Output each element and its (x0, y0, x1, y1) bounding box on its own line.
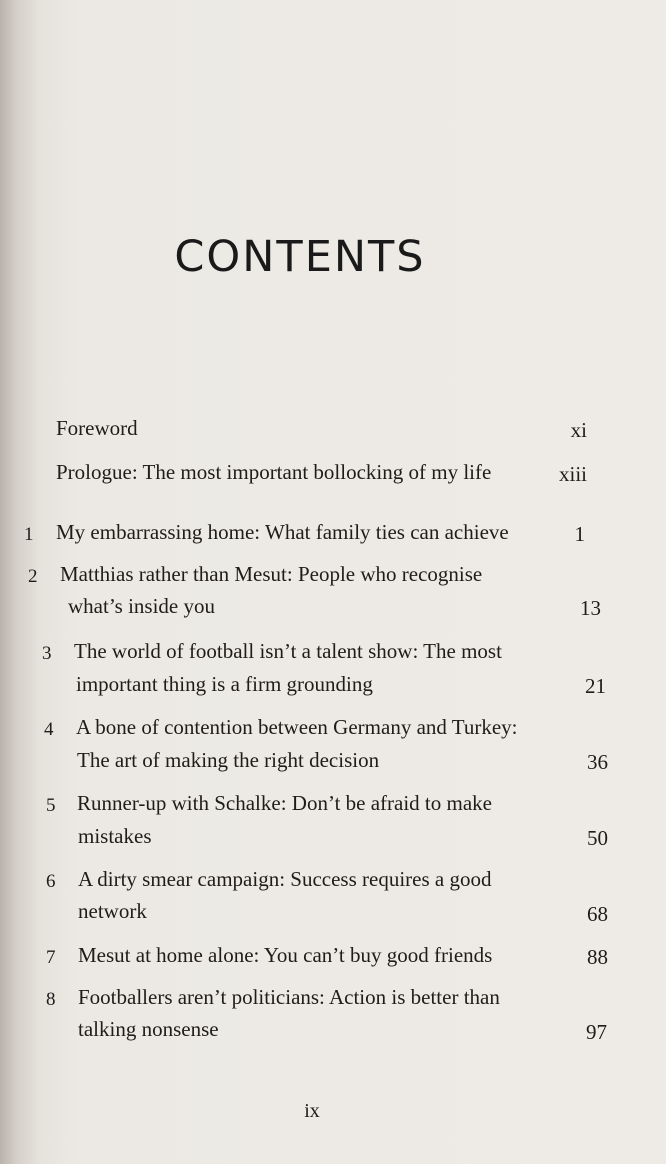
toc-chapter-2 (0, 558, 666, 624)
chapter-page: 36 (587, 750, 608, 774)
toc-entry-title: Foreword (56, 416, 138, 440)
chapter-title-line: The art of making the right decision (77, 748, 380, 772)
chapter-number: 6 (46, 871, 56, 892)
toc-chapter-3 (0, 635, 666, 701)
toc-chapter-8 (0, 981, 666, 1047)
chapter-title-line: A dirty smear campaign: Success requires a good (78, 867, 492, 891)
toc-chapter-1 (0, 516, 666, 549)
toc-chapter-5 (0, 787, 666, 853)
chapter-title-line: Footballers aren’t politicians: Action is better than (78, 985, 500, 1009)
chapter-title-line: mistakes (78, 824, 152, 848)
chapter-page: 13 (580, 596, 601, 620)
toc-entry-prologue (0, 456, 666, 489)
chapter-title-line: A bone of contention between Germany and Turkey: (76, 715, 518, 739)
chapter-title-line: My embarrassing home: What family ties can achieve (56, 520, 509, 544)
chapter-number: 3 (42, 643, 52, 664)
chapter-number: 8 (46, 989, 56, 1010)
page-folio: ix (304, 1100, 320, 1122)
chapter-page: 21 (585, 674, 606, 698)
chapter-page: 50 (587, 826, 608, 850)
chapter-page: 97 (586, 1020, 607, 1044)
contents-heading: CONTENTS (174, 232, 426, 282)
chapter-number: 1 (24, 524, 34, 545)
chapter-number: 7 (46, 947, 56, 968)
chapter-title-line: what’s inside you (68, 594, 215, 618)
chapter-title-line: network (78, 899, 147, 923)
toc-chapter-4 (0, 711, 666, 777)
toc-entry-title: Prologue: The most important bollocking of my life (56, 460, 492, 484)
chapter-title-line: Mesut at home alone: You can’t buy good friends (78, 943, 493, 967)
toc-chapter-7 (0, 939, 666, 972)
chapter-title-line: The world of football isn’t a talent show: The most (74, 639, 502, 663)
toc-chapter-6 (0, 863, 666, 929)
chapter-page: 88 (587, 945, 608, 969)
toc-entry-page: xiii (558, 462, 587, 486)
chapter-number: 4 (44, 719, 54, 740)
toc-entry-foreword (0, 412, 666, 445)
chapter-number: 5 (46, 795, 56, 816)
chapter-title-line: Runner-up with Schalke: Don’t be afraid to make (77, 791, 492, 815)
chapter-number: 2 (28, 566, 38, 587)
chapter-title-line: important thing is a firm grounding (76, 672, 373, 696)
chapter-page: 68 (587, 902, 608, 926)
chapter-page: 1 (574, 522, 585, 546)
chapter-title-line: Matthias rather than Mesut: People who recognise (60, 562, 483, 586)
toc-entry-page: xi (570, 418, 587, 442)
chapter-title-line: talking nonsense (78, 1017, 219, 1041)
